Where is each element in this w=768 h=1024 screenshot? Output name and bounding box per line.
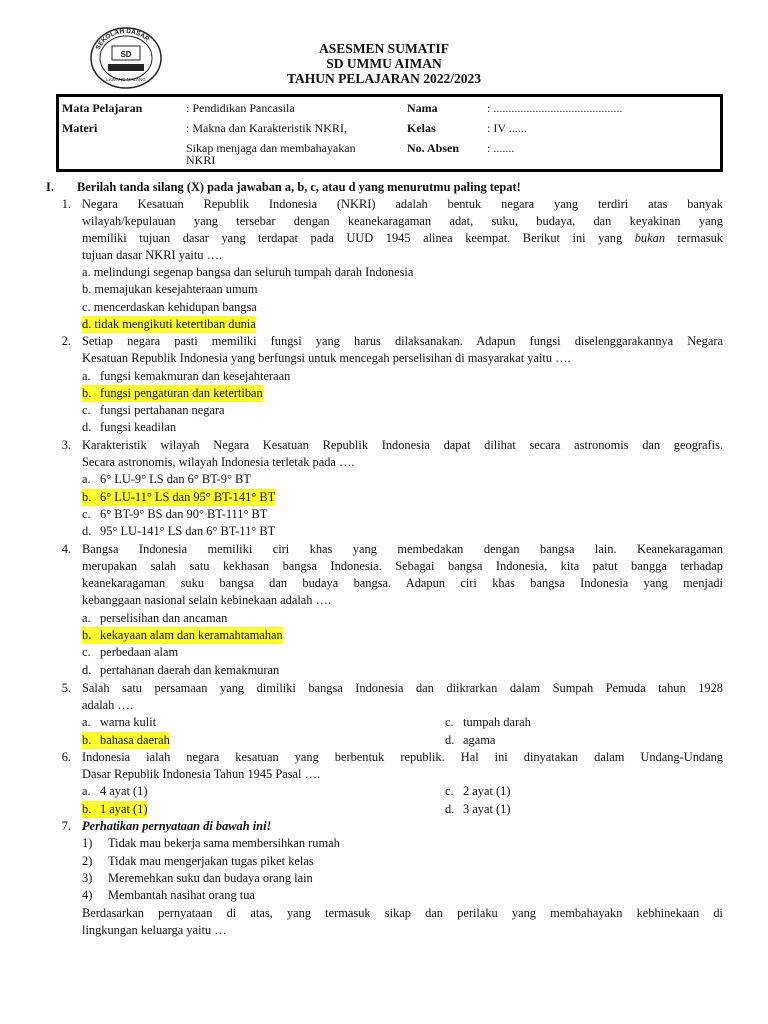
name-field[interactable]: : ........................................... bbox=[487, 101, 623, 115]
q1-option-c[interactable]: c. mencerdaskan kehidupan bangsa bbox=[82, 300, 257, 314]
q3-option-d[interactable]: d. 95° LU-141° LS dan 6° BT-11° BT bbox=[82, 524, 276, 538]
q1-option-b[interactable]: b. memajukan kesejahteraan umum bbox=[82, 282, 258, 296]
q2-option-b-highlighted[interactable]: b. fungsi pengaturan dan ketertiban bbox=[82, 386, 263, 400]
q6-option-b-highlighted[interactable]: b. 1 ayat (1) bbox=[82, 802, 148, 816]
statement-4: 4) Membantah nasihat orang tua bbox=[82, 888, 255, 902]
question-2-line-2: Kesatuan Republik Indonesia yang berfungsi untuk mencegah perselisihan di masyarakat yaitu …. bbox=[82, 351, 571, 365]
question-7-line-1: Berdasarkan pernyataan di atas, yang termasuk sikap dan perilaku yang membahayakn kebhinekaan di bbox=[82, 906, 723, 920]
exam-title: ASESMEN SUMATIF bbox=[319, 41, 449, 56]
question-5-line-1: Salah satu persamaan yang dimiliki bangsa Indonesia dan diikrarkan dalam Sumpah Pemuda tahun 1928 bbox=[82, 681, 723, 695]
absence-number-field[interactable]: : ....... bbox=[487, 141, 515, 155]
question-number-7: 7. bbox=[61, 819, 71, 833]
statement-3: 3) Meremehkan suku dan budaya orang lain bbox=[82, 871, 313, 885]
svg-text:SEKOLAH DASAR: SEKOLAH DASAR bbox=[94, 27, 151, 51]
statement-2: 2) Tidak mau mengerjakan tugas piket kelas bbox=[82, 854, 314, 868]
question-6-line-2: Dasar Republik Indonesia Tahun 1945 Pasal …. bbox=[82, 767, 321, 781]
question-3-line-2: Secara astronomis, wilayah Indonesia terletak pada …. bbox=[82, 455, 355, 469]
q4-option-b-highlighted[interactable]: b. kekayaan alam dan keramahtamahan bbox=[82, 628, 283, 642]
question-5-line-2: adalah …. bbox=[82, 698, 133, 712]
topic-value-1: : Makna dan Karakteristik NKRI, bbox=[186, 121, 347, 135]
q1-option-d-highlighted[interactable]: d. tidak mengikuti ketertiban dunia bbox=[82, 317, 256, 331]
topic-value-3: NKRI bbox=[186, 153, 216, 167]
question-1-line-2: wilayah/kepulauan yang tersebar dengan keanekaragaman adat, suku, budaya, dan keyakinan yang bbox=[82, 214, 723, 228]
question-2-line-1: Setiap negara pasti memiliki fungsi yang harus dilaksanakan. Adapun fungsi diselenggarakannya Negara bbox=[82, 334, 723, 348]
q2-option-c[interactable]: c. fungsi pertahanan negara bbox=[82, 403, 225, 417]
q3-option-b-highlighted[interactable]: b. 6° LU-11° LS dan 95° BT-141° BT bbox=[82, 490, 276, 504]
question-4-line-1: Bangsa Indonesia memiliki ciri khas yang membedakan dengan bangsa lain. Keanekaragaman bbox=[82, 542, 723, 556]
question-number-6: 6. bbox=[61, 750, 71, 764]
q1-option-a[interactable]: a. melindungi segenap bangsa dan seluruh tumpah darah Indonesia bbox=[82, 265, 414, 279]
q6-option-d[interactable]: d. 3 ayat (1) bbox=[445, 802, 511, 816]
class-label: Kelas bbox=[407, 121, 436, 135]
q2-option-a[interactable]: a. fungsi kemakmuran dan kesejahteraan bbox=[82, 369, 291, 383]
school-year: TAHUN PELAJARAN 2022/2023 bbox=[286, 71, 481, 86]
question-1-line-1: Negara Kesatuan Republik Indonesia (NKRI) adalah bentuk negara yang terdiri atas banyak bbox=[82, 197, 723, 211]
q5-option-b-highlighted[interactable]: b. bahasa daerah bbox=[82, 733, 170, 747]
svg-text:LAWANG MALANG: LAWANG MALANG bbox=[106, 77, 146, 82]
section-instruction: Berilah tanda silang (X) pada jawaban a, b, c, atau d yang menurutmu paling tepat! bbox=[77, 180, 521, 194]
question-number-1: 1. bbox=[61, 197, 71, 211]
q4-option-a[interactable]: a. perselisihan dan ancaman bbox=[82, 611, 228, 625]
q5-option-c[interactable]: c. tumpah darah bbox=[445, 715, 531, 729]
class-field[interactable]: : IV ...... bbox=[487, 121, 527, 135]
q2-option-d[interactable]: d. fungsi keadilan bbox=[82, 420, 177, 434]
topic-label: Materi bbox=[62, 121, 98, 135]
school-name: SD UMMU AIMAN bbox=[326, 56, 442, 71]
question-number-3: 3. bbox=[61, 438, 71, 452]
question-number-4: 4. bbox=[61, 542, 71, 556]
question-number-2: 2. bbox=[61, 334, 71, 348]
question-3-line-1: Karakteristik wilayah Negara Kesatuan Republik Indonesia dapat dilihat secara astronomis dan geografis. bbox=[82, 438, 723, 452]
q5-option-a[interactable]: a. warna kulit bbox=[82, 715, 157, 729]
q6-option-a[interactable]: a. 4 ayat (1) bbox=[82, 784, 148, 798]
exam-header bbox=[0, 41, 768, 86]
svg-text:SD: SD bbox=[120, 50, 132, 59]
question-4-line-4: kebanggaan nasional selain kebinekaan adalah …. bbox=[82, 593, 332, 607]
q3-option-a[interactable]: a. 6° LU-9° LS dan 6° BT-9° BT bbox=[82, 472, 251, 486]
question-7-line-2: lingkungan keluarga yaitu … bbox=[82, 923, 227, 937]
name-label: Nama bbox=[407, 101, 438, 115]
question-1-line-3: memiliki tujuan dasar yang terdapat pada UUD 1945 alinea keempat. Berikut ini yang bukan termasuk bbox=[82, 231, 723, 245]
statement-1: 1) Tidak mau bekerja sama membersihkan rumah bbox=[82, 836, 340, 850]
question-7-prompt: Perhatikan pernyataan di bawah ini! bbox=[82, 819, 272, 833]
section-numeral: I. bbox=[46, 180, 54, 194]
topic-value-2: Sikap menjaga dan membahayakan bbox=[186, 141, 356, 155]
question-4-line-2: merupakan salah satu kekhasan bangsa Indonesia. Sebagai bangsa Indonesia, kita patut bangga terhadap bbox=[82, 559, 723, 573]
absence-number-label: No. Absen bbox=[407, 141, 460, 155]
student-info-box bbox=[56, 94, 723, 172]
question-1-line-4: tujuan dasar NKRI yaitu …. bbox=[82, 248, 223, 262]
question-6-line-1: Indonesia ialah negara kesatuan yang berbentuk republik. Hal ini dinyatakan dalam Undang-Undang bbox=[82, 750, 723, 764]
question-4-line-3: keanekaragaman suku bangsa dan budaya bangsa. Adapun ciri khas bangsa Indonesia yang menjadi bbox=[82, 576, 723, 590]
q3-option-c[interactable]: c. 6° BT-9° BS dan 90° BT-111° BT bbox=[82, 507, 268, 521]
q4-option-d[interactable]: d. pertahanan daerah dan kemakmuran bbox=[82, 663, 280, 677]
question-number-5: 5. bbox=[61, 681, 71, 695]
q4-option-c[interactable]: c. perbedaan alam bbox=[82, 645, 179, 659]
q5-option-d[interactable]: d. agama bbox=[445, 733, 496, 747]
subject-value: : Pendidikan Pancasila bbox=[186, 101, 295, 115]
subject-label: Mata Pelajaran bbox=[62, 101, 143, 115]
q6-option-c[interactable]: c. 2 ayat (1) bbox=[445, 784, 511, 798]
